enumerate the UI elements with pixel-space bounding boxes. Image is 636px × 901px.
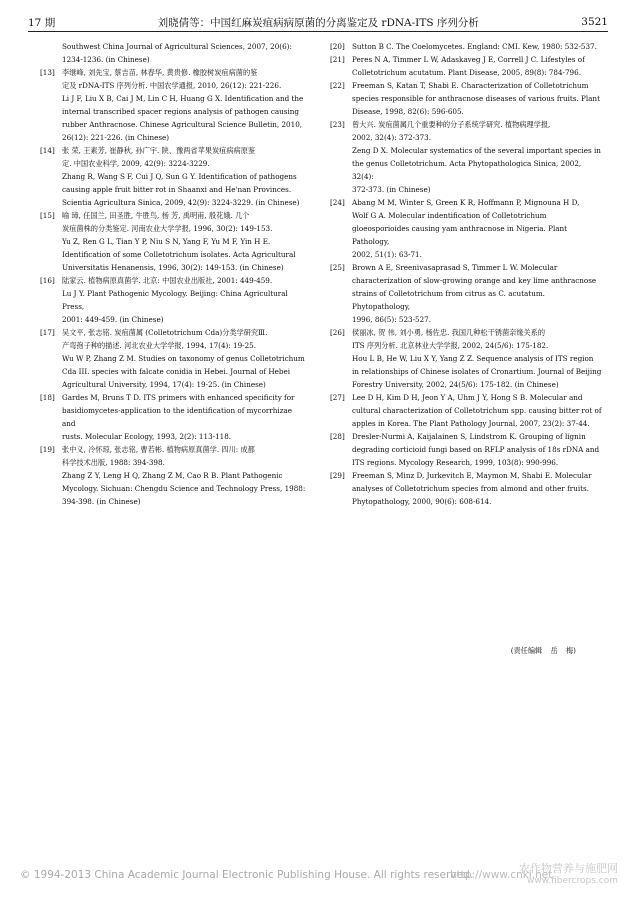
reference-entry xyxy=(330,53,602,79)
reference-entry xyxy=(40,326,306,391)
reference-line: 定及 rDNA-ITS 序列分析. 中国农学通报, 2010, 26(12): 221-226. xyxy=(62,81,282,90)
reference-line: Freeman S, Minz D, Jurkevitch E, Maymon M, Shabi E. Molecular xyxy=(352,471,592,480)
reference-entry xyxy=(330,40,602,53)
reference-line: 2002, 51(1): 63-71. xyxy=(352,250,422,259)
reference-line: 张中义, 冷怀琼, 张志铭, 曹若彬. 植物病原真菌学. 四川: 成都 xyxy=(62,445,255,454)
reference-number: [19] xyxy=(40,445,55,454)
reference-line: Wu W P, Zhang Z M. Studies on taxonomy of genus Colletotrichum xyxy=(62,354,305,363)
reference-line: Freeman S, Katan T, Shabi E. Characterization of Colletotrichum xyxy=(352,81,589,90)
reference-text xyxy=(62,274,306,326)
reference-number: [29] xyxy=(330,471,345,480)
reference-text xyxy=(352,261,602,326)
reference-line: 2001: 449-459. (in Chinese) xyxy=(62,315,164,324)
reference-line: Disease, 1998, 82(6): 596-605. xyxy=(352,107,464,116)
reference-line: Lee D H, Kim D H, Jeon Y A, Uhm J Y, Hong S B. Molecular and xyxy=(352,393,583,402)
reference-entry xyxy=(40,40,306,66)
reference-line: 曾大兴. 炭疽菌属几个重要种的分子系统学研究. 植物病理学报, xyxy=(352,120,551,129)
reference-text xyxy=(62,209,306,274)
responsible-editor: (责任编辑 岳 梅) xyxy=(510,646,576,655)
reference-line: Sutton B C. The Coelomycetes. England: CMI. Kew, 1980: 532-537. xyxy=(352,42,597,51)
reference-number: [17] xyxy=(40,328,55,337)
reference-entry xyxy=(330,430,602,469)
reference-line: Southwest China Journal of Agricultural Sciences, 2007, 20(6): xyxy=(62,42,292,51)
reference-line: Forestry University, 2002, 24(5/6): 175-182. (in Chinese) xyxy=(352,380,559,389)
reference-number: [20] xyxy=(330,42,345,51)
reference-line: 2002, 32(4): 372-373. xyxy=(352,133,432,142)
reference-number xyxy=(40,40,62,66)
running-title: 刘晓倩等：中国红麻炭疽病病原菌的分离鉴定及 rDNA-ITS 序列分析 xyxy=(157,16,479,29)
reference-text xyxy=(352,469,602,508)
reference-line: ITS 序列分析. 北京林业大学学报, 2002, 24(5/6): 175-182. xyxy=(352,341,549,350)
reference-entry xyxy=(40,66,306,144)
reference-text xyxy=(352,430,602,469)
reference-line: Universitatis Henanensis, 1996, 30(2): 149-153. (in Chinese) xyxy=(62,263,284,272)
reference-line: 产弯孢子种的描述. 河北农业大学学报, 1994, 17(4): 19-25. xyxy=(62,341,257,350)
reference-number: [26] xyxy=(330,328,345,337)
reference-text xyxy=(352,326,602,391)
reference-line: causing apple fruit bitter rot in Shaanxi and He'nan Provinces. xyxy=(62,185,292,194)
reference-text xyxy=(62,391,306,443)
reference-number: [27] xyxy=(330,393,345,402)
running-header xyxy=(28,12,608,32)
reference-text xyxy=(352,53,602,79)
reference-text xyxy=(352,118,602,196)
reference-entry xyxy=(40,391,306,443)
watermark-url: www.fibercrops.com xyxy=(527,876,618,886)
reference-entry xyxy=(330,79,602,118)
reference-number: [18] xyxy=(40,393,55,402)
reference-column-right xyxy=(330,40,602,508)
reference-text xyxy=(352,79,602,118)
reference-line: rubber Anthracnose. Chinese Agricultural Science Bulletin, 2010, xyxy=(62,120,303,129)
reference-text xyxy=(62,66,306,144)
reference-line: 科学技术出版, 1988: 394-398. xyxy=(62,458,165,467)
reference-line: cultural characterization of Colletotrichum spp. causing bitter rot of xyxy=(352,406,602,415)
reference-text xyxy=(352,196,602,261)
reference-line: 张 荣, 王素芳, 崔静秋, 孙广宇. 陕、豫两省苹果炭疽病病原鉴 xyxy=(62,146,256,155)
reference-entry xyxy=(330,391,602,430)
reference-line: internal transcribed spacer regions analysis of pathogen causing xyxy=(62,107,299,116)
reference-number: [28] xyxy=(330,432,345,441)
reference-line: Peres N A, Timmer L W, Adaskaveg J E, Correll J C. Lifestyles of xyxy=(352,55,585,64)
reference-line: Phytopathology, 2000, 90(6): 608-614. xyxy=(352,497,492,506)
reference-text xyxy=(62,443,306,508)
reference-entry xyxy=(40,209,306,274)
reference-number: [16] xyxy=(40,276,55,285)
reference-line: Cda III. species with falcate conidia in Hebei. Journal of Hebei xyxy=(62,367,291,376)
reference-line: Zhang R, Wang S F, Cui J Q, Sun G Y. Identification of pathogens xyxy=(62,172,297,181)
reference-entry xyxy=(330,118,602,196)
reference-line: 1234-1236. (in Chinese) xyxy=(62,55,150,64)
reference-entry xyxy=(330,261,602,326)
reference-line: Zeng D X. Molecular systematics of the several important species in xyxy=(352,146,601,155)
reference-text xyxy=(352,391,602,430)
reference-line: 定. 中国农业科学, 2009, 42(9): 3224-3229. xyxy=(62,159,210,168)
reference-line: Li J F, Liu X B, Cai J M, Lin C H, Huang G X. Identification and the xyxy=(62,94,304,103)
reference-text xyxy=(352,40,602,53)
reference-line: Scientia Agricultura Sinica, 2009, 42(9): 3224-3229. (in Chinese) xyxy=(62,198,300,207)
reference-line: gloeosporioides causing yam anthracnose in Nigeria. Plant Pathology, xyxy=(352,224,568,246)
footer-url[interactable]: http://www.cnki.net xyxy=(450,869,553,881)
reference-line: 侯丽冰, 贺 伟, 刘小勇, 杨佐忠. 我国几种松干锈菌亲缘关系的 xyxy=(352,328,546,337)
reference-line: ITS regions. Mycology Research, 1999, 103(8): 990-996. xyxy=(352,458,559,467)
reference-line: 李继峰, 刘先宝, 蔡吉苗, 林春华, 黄贵修. 橡胶树炭疽病菌的鉴 xyxy=(62,68,258,77)
site-watermark xyxy=(519,862,618,888)
reference-text xyxy=(62,326,306,391)
header-rule xyxy=(28,31,608,32)
reference-number: [23] xyxy=(330,120,345,129)
reference-entry xyxy=(40,274,306,326)
reference-line: analyses of Colletotrichum species from almond and other fruits. xyxy=(352,484,590,493)
reference-line: species responsible for anthracnose diseases of various fruits. Plant xyxy=(352,94,600,103)
reference-line: apples in Korea. The Plant Pathology Journal, 2007, 23(2): 37-44. xyxy=(352,419,590,428)
reference-line: 陆家云. 植物病原真菌学. 北京: 中国农业出版社, 2001: 449-459. xyxy=(62,276,273,285)
reference-line: Zhang Z Y, Leng H Q, Zhang Z M, Cao R B. Plant Pathogenic xyxy=(62,471,283,480)
reference-line: 26(12): 221-226. (in Chinese) xyxy=(62,133,170,142)
reference-line: characterization of slow-growing orange and key lime anthracnose xyxy=(352,276,597,285)
reference-number: [22] xyxy=(330,81,345,90)
reference-entry xyxy=(330,326,602,391)
reference-line: Wolf G A. Molecular indentification of Colletotrichum xyxy=(352,211,547,220)
page-number: 3521 xyxy=(581,16,608,28)
reference-line: 1996, 86(5): 523-527. xyxy=(352,315,432,324)
reference-line: Identification of some Colletotrichum isolates. Acta Agricultural xyxy=(62,250,296,259)
reference-line: strains of Colletotrichum from citrus as C. acutatum. Phytopathology, xyxy=(352,289,545,311)
reference-line: 372-373. (in Chinese) xyxy=(352,185,431,194)
reference-line: Agricultural University, 1994, 17(4): 19-25. (in Chinese) xyxy=(62,380,266,389)
reference-text xyxy=(62,40,306,66)
reference-line: Lu J Y. Plant Pathogenic Mycology. Beijing: China Agricultural Press, xyxy=(62,289,288,311)
reference-number: [14] xyxy=(40,146,55,155)
reference-number: [13] xyxy=(40,68,55,77)
reference-entry xyxy=(330,196,602,261)
reference-line: 喻 璋, 任国兰, 田圣胜, 牛胜鸟, 杨 芳, 禹明甫, 殷花娥. 几个 xyxy=(62,211,250,220)
reference-line: Brown A E, Sreenivasaprasad S, Timmer L W. Molecular xyxy=(352,263,558,272)
reference-line: the genus Colletotrichum. Acta Phytopathologica Sinica, 2002, 32(4): xyxy=(352,159,582,181)
reference-entry xyxy=(40,443,306,508)
reference-line: 吴文平, 张志铭. 炭疽菌属 (Colletotrichum Cda)分类学研究Ⅲ. xyxy=(62,328,268,337)
reference-number: [21] xyxy=(330,55,345,64)
reference-number: [15] xyxy=(40,211,55,220)
reference-number: [24] xyxy=(330,198,345,207)
reference-column-left xyxy=(40,40,306,508)
reference-line: basidiomycetes-application to the identification of mycorrhizae and xyxy=(62,406,293,428)
reference-line: degrading corticioid fungi based on RFLP analysis of 18s rDNA and xyxy=(352,445,600,454)
reference-entry xyxy=(330,469,602,508)
reference-line: rusts. Molecular Ecology, 1993, 2(2): 113-118. xyxy=(62,432,232,441)
reference-entry xyxy=(40,144,306,209)
reference-line: Colletotrichum acutatum. Plant Disease, 2005, 89(8): 784-796. xyxy=(352,68,581,77)
watermark-name: 农作物营养与施肥网 xyxy=(519,862,618,875)
reference-line: in relationships of Chinese isolates of Cronartium. Journal of Beijing xyxy=(352,367,602,376)
reference-line: Abang M M, Winter S, Green K R, Hoffmann P, Mignouna H D, xyxy=(352,198,580,207)
reference-line: 炭疽菌株的分类鉴定. 河南农业大学学报, 1996, 30(2): 149-153. xyxy=(62,224,273,233)
reference-line: Yu Z, Ren G L, Tian Y P, Niu S N, Yang F, Yu M F, Yin H E. xyxy=(62,237,271,246)
reference-line: Gardes M, Bruns T D. ITS primers with enhanced specificity for xyxy=(62,393,295,402)
reference-line: Mycology. Sichuan: Chengdu Science and Technology Press, 1988: xyxy=(62,484,306,493)
reference-text xyxy=(62,144,306,209)
issue-number: 17 期 xyxy=(28,16,56,29)
reference-line: 394-398. (in Chinese) xyxy=(62,497,141,506)
reference-line: Hou L B, He W, Liu X Y, Yang Z Z. Sequence analysis of ITS region xyxy=(352,354,594,363)
reference-number: [25] xyxy=(330,263,345,272)
reference-line: Dresler-Nurmi A, Kaijalainen S, Lindstrom K. Grouping of lignin xyxy=(352,432,586,441)
copyright-notice: © 1994-2013 China Academic Journal Electronic Publishing House. All rights reserved. xyxy=(20,869,473,881)
